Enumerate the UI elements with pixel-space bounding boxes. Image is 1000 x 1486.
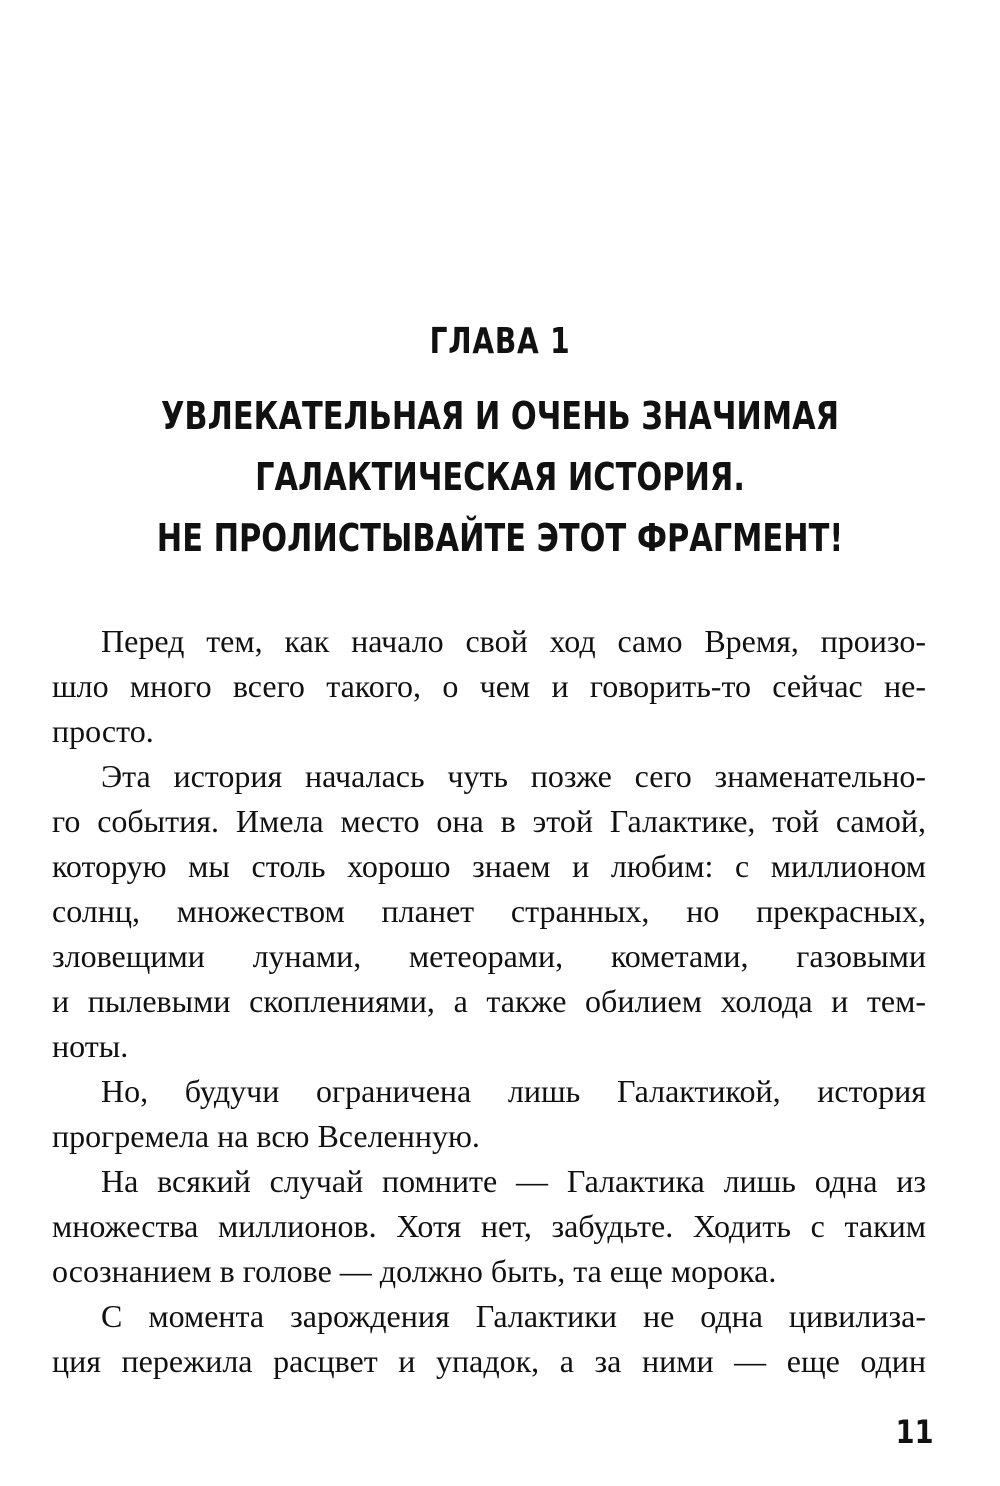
text-line: и пылевыми скоплениями, а также обилием холода и тем-	[52, 983, 926, 1019]
text-line: осознанием в голове — должно быть, та еще морока.	[52, 1253, 777, 1289]
text-line: ноты.	[52, 1028, 129, 1064]
text-line: На всякий случай помните — Галактика лишь одна из	[101, 1163, 926, 1199]
text-line: которую мы столь хорошо знаем и любим: с миллионом	[52, 848, 926, 884]
text-line: Эта история началась чуть позже сего знаменательно-	[101, 758, 926, 794]
text-line: Но, будучи ограничена лишь Галактикой, история	[101, 1073, 926, 1109]
text-line: Перед тем, как начало свой ход само Время, произо-	[101, 623, 926, 659]
text-line: шло много всего такого, о чем и говорить-то сейчас не-	[52, 668, 926, 704]
text-line: множества миллионов. Хотя нет, забудьте. Ходить с таким	[52, 1208, 926, 1244]
text-line: го события. Имела место она в этой Галактике, той самой,	[52, 803, 926, 839]
chapter-title-line: ГАЛАКТИЧЕСКАЯ ИСТОРИЯ.	[255, 455, 745, 499]
text-line: ция пережила расцвет и упадок, а за ними — еще один	[52, 1343, 926, 1379]
paragraph	[52, 1159, 926, 1294]
chapter-title-line: УВЛЕКАТЕЛЬНАЯ И ОЧЕНЬ ЗНАЧИМАЯ	[160, 394, 840, 438]
text-line: просто.	[52, 713, 154, 749]
chapter-label: ГЛАВА 1	[429, 321, 571, 362]
body-text	[52, 619, 926, 1384]
paragraph	[52, 619, 926, 754]
paragraph	[52, 1069, 926, 1159]
chapter-title-line: НЕ ПРОЛИСТЫВАЙТЕ ЭТОТ ФРАГМЕНТ!	[156, 516, 844, 560]
paragraph	[52, 754, 926, 1069]
page-number: 11	[896, 1413, 934, 1451]
text-line: солнц, множеством планет странных, но прекрасных,	[52, 893, 926, 929]
text-line: прогремела на всю Вселенную.	[52, 1118, 480, 1154]
chapter-title	[100, 386, 900, 569]
text-line: С момента зарождения Галактики не одна цивилиза-	[101, 1298, 926, 1334]
paragraph	[52, 1294, 926, 1384]
text-line: зловещими лунами, метеорами, кометами, газовыми	[52, 938, 926, 974]
